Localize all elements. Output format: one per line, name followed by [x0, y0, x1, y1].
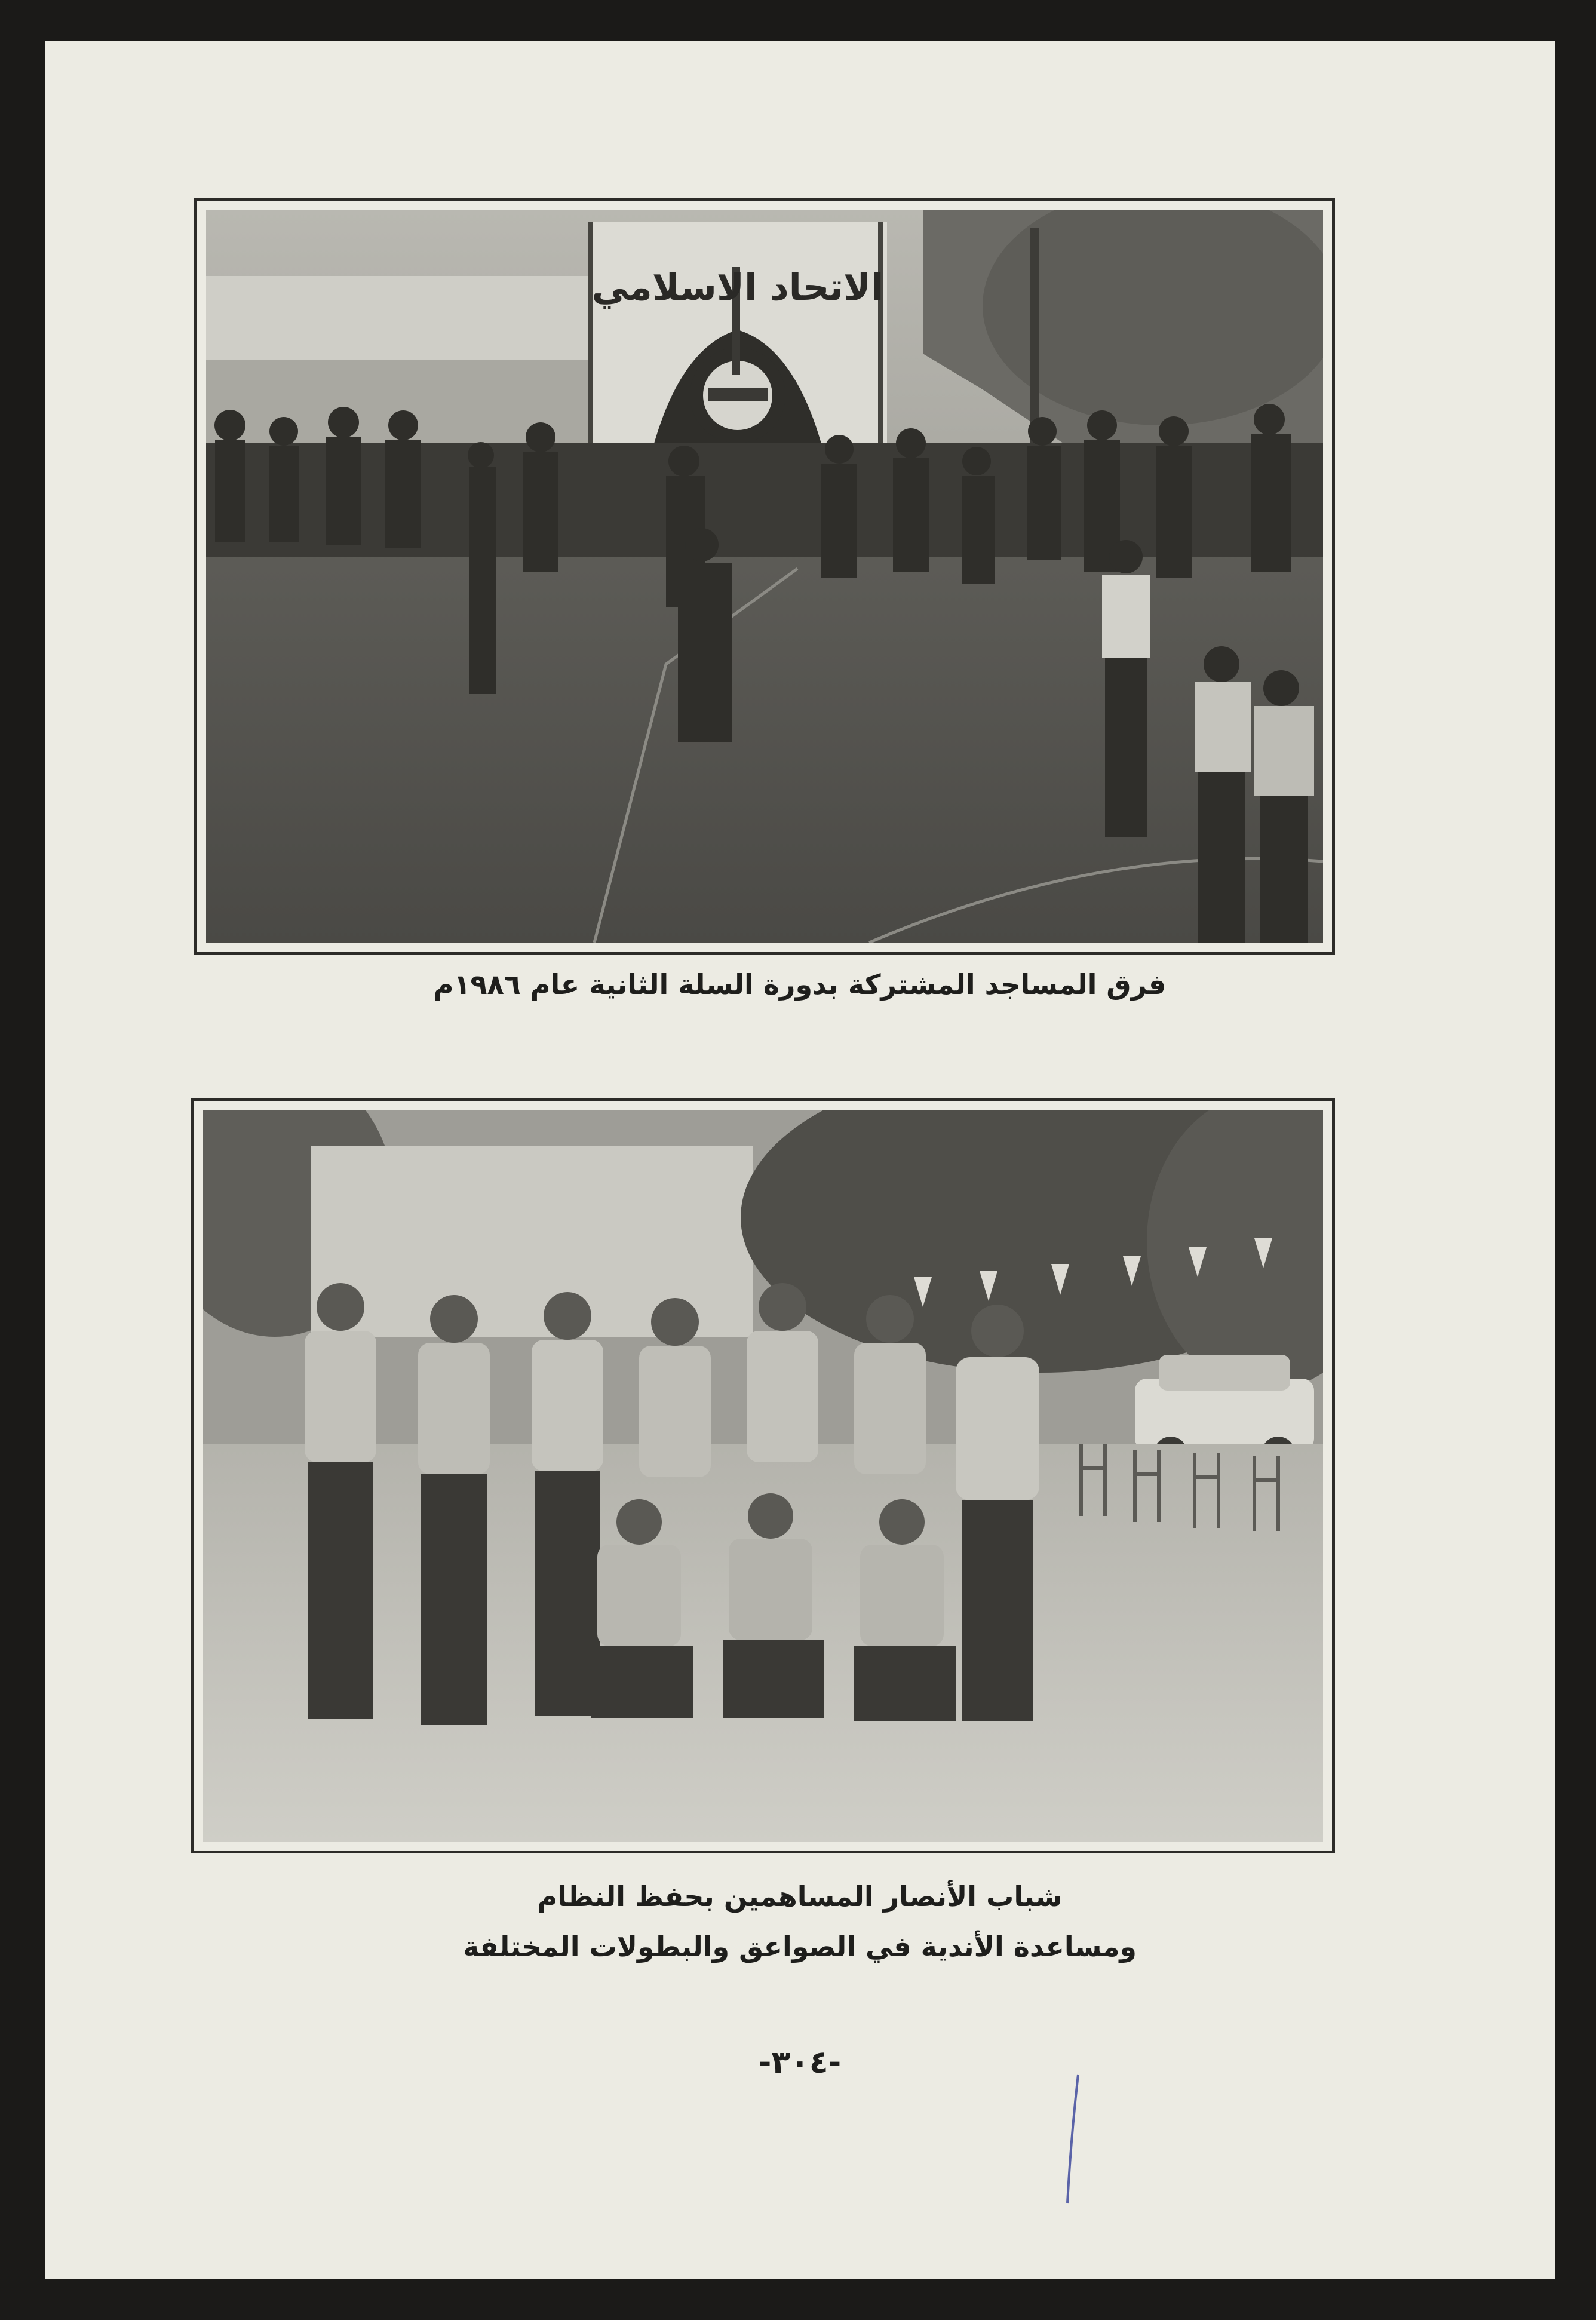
photo-frame-ansar-youth	[191, 1098, 1335, 1853]
page-number: -٣٠٤-	[758, 2045, 842, 2080]
caption-line: ومساعدة الأندية في الصواعق والبطولات المختلفة	[462, 1931, 1137, 1963]
caption-line: فرق المساجد المشتركة بدورة السلة الثانية عام ١٩٨٦م	[433, 968, 1167, 1001]
document-page	[45, 41, 1555, 2279]
caption-figure-1	[45, 968, 1555, 1001]
photo-ansar-youth-group	[203, 1110, 1323, 1842]
caption-figure-2	[45, 1871, 1555, 1972]
pencil-mark	[1054, 2072, 1090, 2209]
photo-frame-basketball-teams	[194, 198, 1335, 955]
caption-line: شباب الأنصار المساهمين بحفظ النظام	[537, 1880, 1063, 1913]
photo-basketball-teams-parade	[206, 210, 1323, 943]
crouching-players	[591, 1493, 956, 1721]
banner-text: الاتحاد الاسلامي	[591, 265, 884, 309]
